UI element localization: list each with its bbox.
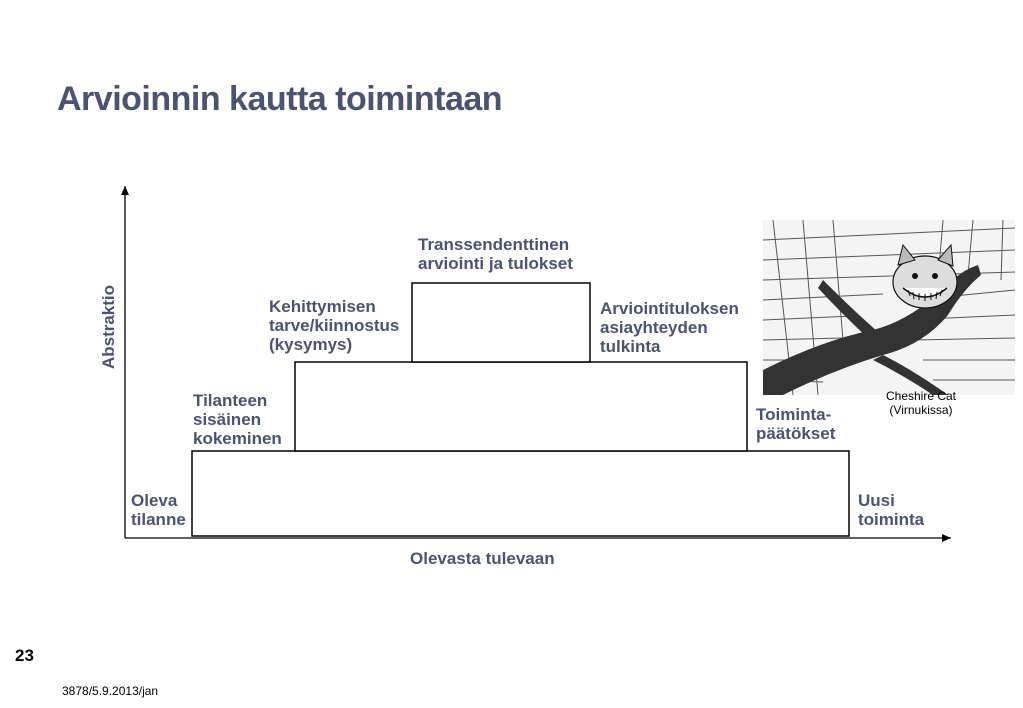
- level-3-box: [412, 283, 590, 362]
- footer-code: 3878/5.9.2013/jan: [62, 684, 159, 698]
- x-axis-label: Olevasta tulevaan: [410, 549, 555, 568]
- cheshire-cat-illustration: [763, 220, 1015, 395]
- level-2-box: [295, 362, 747, 451]
- level-1-box: [192, 451, 849, 536]
- label-start: Oleva tilanne: [131, 491, 186, 529]
- label-level1-left: Tilanteen sisäinen kokeminen: [193, 391, 282, 448]
- label-level2-right: Arviointituloksen asiayhteyden tulkinta: [600, 299, 739, 356]
- y-axis-label: Abstraktio: [99, 284, 118, 370]
- label-level1-right: Toiminta- päätökset: [756, 405, 836, 443]
- page-title: Arvioinnin kautta toimintaan: [57, 80, 503, 118]
- illustration-caption: Cheshire Cat (Virnukissa): [885, 389, 957, 417]
- label-end: Uusi toiminta: [858, 491, 925, 529]
- label-top: Transsendenttinen arviointi ja tulokset: [418, 235, 573, 273]
- page-number: 23: [15, 646, 34, 665]
- label-level2-left: Kehittymisen tarve/kiinnostus (kysymys): [269, 297, 400, 354]
